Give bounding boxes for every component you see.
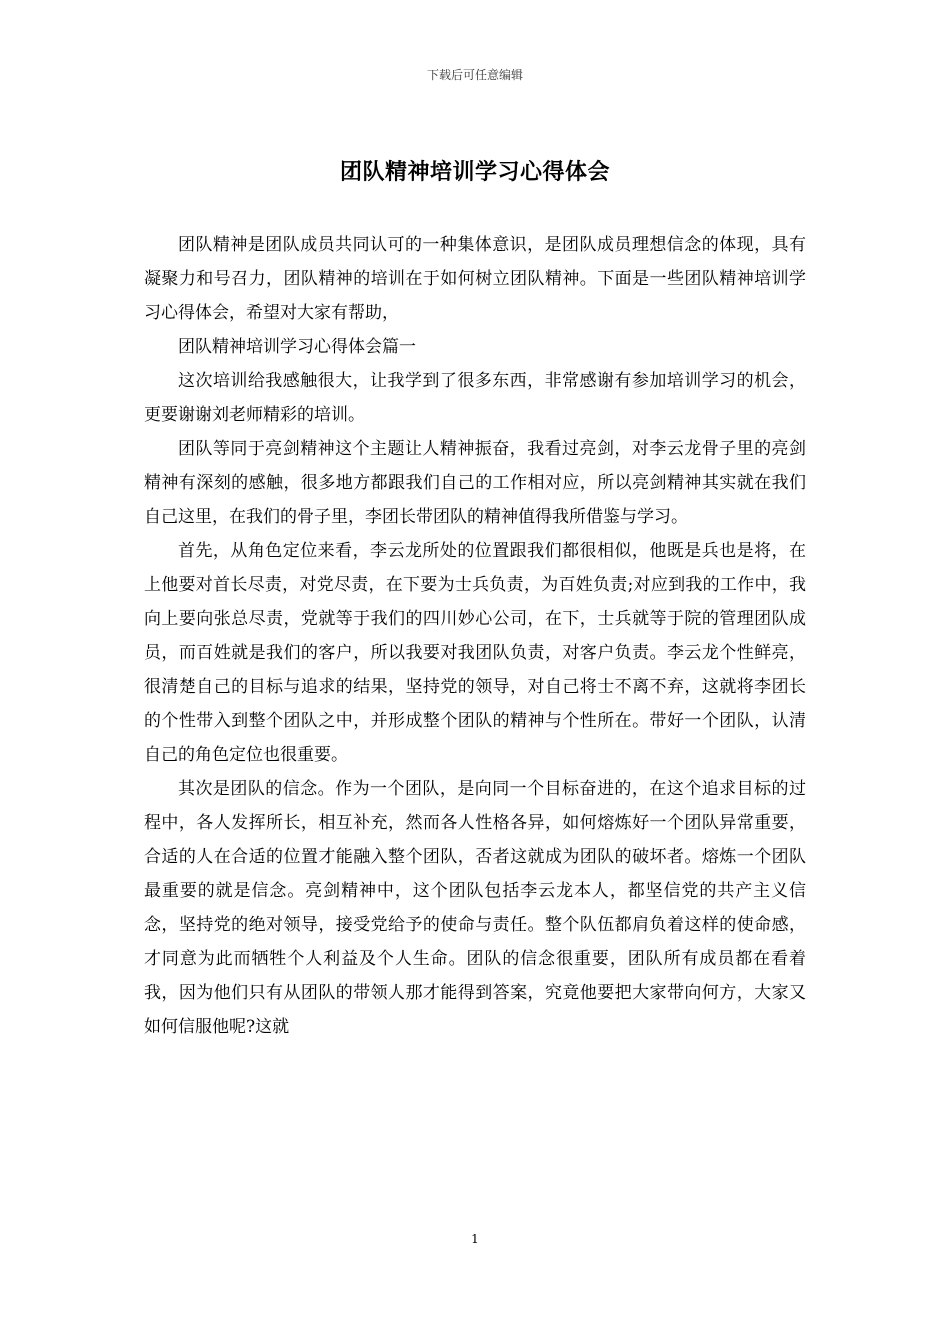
document-body — [144, 228, 806, 1044]
paragraph: 团队等同于亮剑精神这个主题让人精神振奋，我看过亮剑，对李云龙骨子里的亮剑精神有深刻的感触，很多地方都跟我们自己的工作相对应，所以亮剑精神其实就在我们自己这里，在我们的骨子里，李团长带团队的精神值得我所借鉴与学习。 — [144, 439, 806, 527]
paragraph: 其次是团队的信念。作为一个团队，是向同一个目标奋进的，在这个追求目标的过程中，各人发挥所长，相互补充，然而各人性格各异，如何熔炼好一个团队异常重要，合适的人在合适的位置才能融入整个团队，否者这就成为团队的破坏者。熔炼一个团队最重要的就是信念。亮剑精神中，这个团队包括李云龙本人，都坚信党的共产主义信念，坚持党的绝对领导，接受党给予的使命与责任。整个队伍都肩负着这样的使命感，才同意为此而牺牲个人利益及个人生命。团队的信念很重要，团队所有成员都在看着我，因为他们只有从团队的带领人那才能得到答案，究竟他要把大家带向何方，大家又如何信服他呢?这就 — [144, 779, 806, 1037]
paragraph: 这次培训给我感触很大，让我学到了很多东西，非常感谢有参加培训学习的机会，更要谢谢刘老师精彩的培训。 — [144, 371, 806, 425]
section-heading: 团队精神培训学习心得体会篇一 — [178, 337, 416, 357]
paragraph: 首先，从角色定位来看，李云龙所处的位置跟我们都很相似，他既是兵也是将，在上他要对首长尽责，对党尽责，在下要为士兵负责，为百姓负责;对应到我的工作中，我向上要向张总尽责，党就等于我们的四川妙心公司，在下，士兵就等于院的管理团队成员，而百姓就是我们的客户，所以我要对我团队负责，对客户负责。李云龙个性鲜亮，很清楚自己的目标与追求的结果，坚持党的领导，对自己将士不离不弃，这就将李团长的个性带入到整个团队之中，并形成整个团队的精神与个性所在。带好一个团队，认清自己的角色定位也很重要。 — [144, 541, 806, 765]
header-note: 下载后可任意编辑 — [426, 68, 523, 82]
paragraph-intro: 团队精神是团队成员共同认可的一种集体意识，是团队成员理想信念的体现，具有凝聚力和号召力，团队精神的培训在于如何树立团队精神。下面是一些团队精神培训学习心得体会，希望对大家有帮助， — [144, 235, 806, 323]
page-number: 1 — [471, 1232, 479, 1246]
document-title: 团队精神培训学习心得体会 — [339, 159, 610, 185]
